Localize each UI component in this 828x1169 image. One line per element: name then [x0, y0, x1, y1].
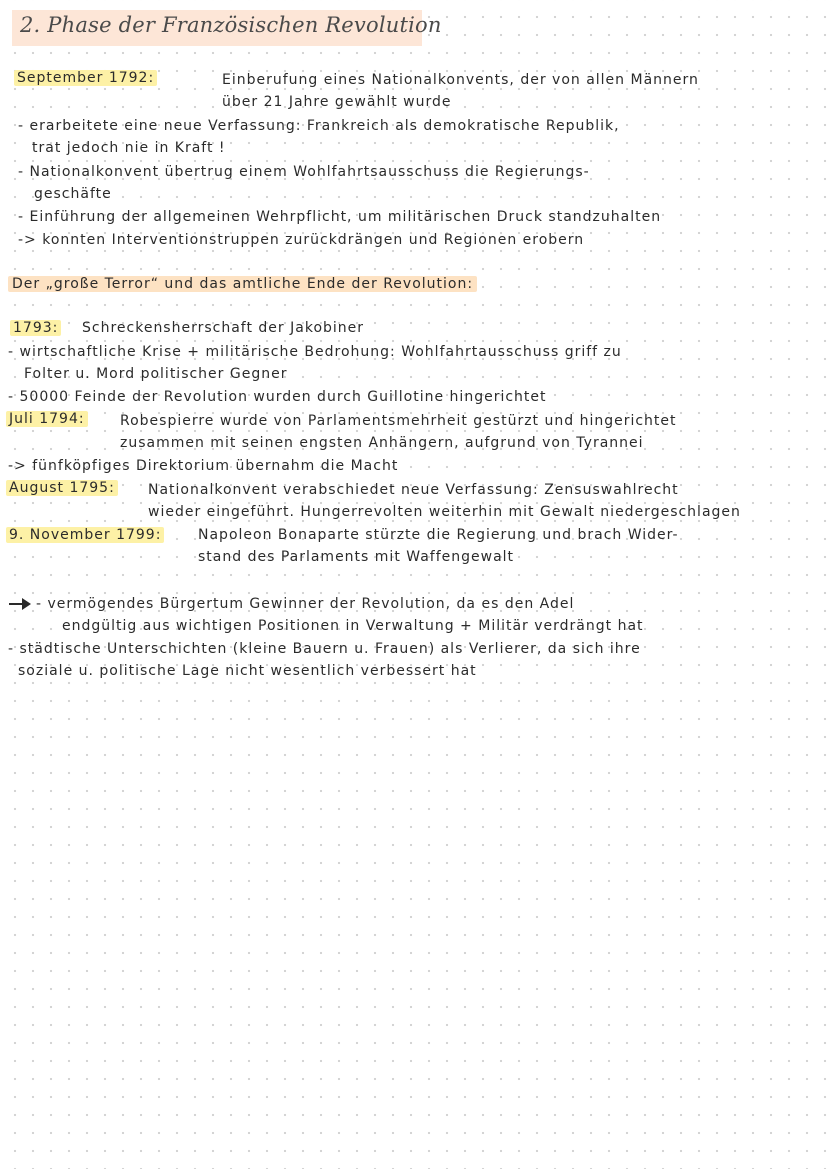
- text-line: Folter u. Mord politischer Gegner: [24, 366, 288, 382]
- text-line: stand des Parlaments mit Waffengewalt: [198, 549, 515, 565]
- date-label: 1793:: [10, 320, 61, 336]
- section-heading: [8, 274, 477, 294]
- section-heading-text: Der „große Terror“ und das amtliche Ende der Revolution:: [8, 276, 477, 292]
- date-line: [10, 318, 61, 338]
- text-line: wieder eingeführt. Hungerrevolten weiterhin mit Gewalt niedergeschlagen: [148, 504, 741, 520]
- bullet-line: - städtische Unterschichten (kleine Bauern u. Frauen) als Verlierer, da sich ihre: [8, 641, 641, 657]
- conclusion-line: [8, 594, 574, 614]
- arrow-right-icon: [8, 597, 32, 611]
- bullet-line: - 50000 Feinde der Revolution wurden durch Guillotine hingerichtet: [8, 389, 547, 405]
- page-title: 2. Phase der Französischen Revolution: [20, 13, 442, 37]
- bullet-line: - Einführung der allgemeinen Wehrpflicht, um militärischen Druck standzuhalten: [18, 209, 662, 225]
- date-label: September 1792:: [14, 70, 157, 86]
- text-line: zusammen mit seinen engsten Anhängern, aufgrund von Tyrannei: [120, 435, 644, 451]
- text-line: soziale u. politische Lage nicht wesentlich verbessert hat: [18, 663, 477, 679]
- text-line: Schreckensherrschaft der Jakobiner: [82, 320, 365, 336]
- date-line: [14, 68, 157, 88]
- bullet-line: -> konnten Interventionstruppen zurückdrängen und Regionen erobern: [18, 232, 585, 248]
- text-line: Einberufung eines Nationalkonvents, der von allen Männern: [222, 72, 699, 88]
- text-line: - vermögendes Bürgertum Gewinner der Revolution, da es den Adel: [36, 596, 575, 612]
- date-label: August 1795:: [6, 480, 118, 496]
- date-label: 9. November 1799:: [6, 527, 164, 543]
- text-line: Robespierre wurde von Parlamentsmehrheit gestürzt und hingerichtet: [120, 413, 677, 429]
- bullet-line: - erarbeitete eine neue Verfassung: Frankreich als demokratische Republik,: [18, 118, 620, 134]
- text-line: über 21 Jahre gewählt wurde: [222, 94, 452, 110]
- bullet-line: - wirtschaftliche Krise + militärische Bedrohung: Wohlfahrtausschuss griff zu: [8, 344, 622, 360]
- text-line: endgültig aus wichtigen Positionen in Verwaltung + Militär verdrängt hat: [62, 618, 644, 634]
- text-line: Napoleon Bonaparte stürzte die Regierung und brach Wider-: [198, 527, 679, 543]
- text-line: Nationalkonvent verabschiedet neue Verfassung: Zensuswahlrecht: [148, 482, 679, 498]
- date-line: [6, 525, 164, 545]
- text-line: geschäfte: [34, 186, 112, 202]
- date-line: [6, 478, 118, 498]
- date-line: [6, 409, 88, 429]
- text-line: trat jedoch nie in Kraft !: [32, 140, 226, 156]
- arrow-line: -> fünfköpfiges Direktorium übernahm die Macht: [8, 458, 399, 474]
- bullet-line: - Nationalkonvent übertrug einem Wohlfahrtsausschuss die Regierungs-: [18, 164, 590, 180]
- date-label: Juli 1794:: [6, 411, 88, 427]
